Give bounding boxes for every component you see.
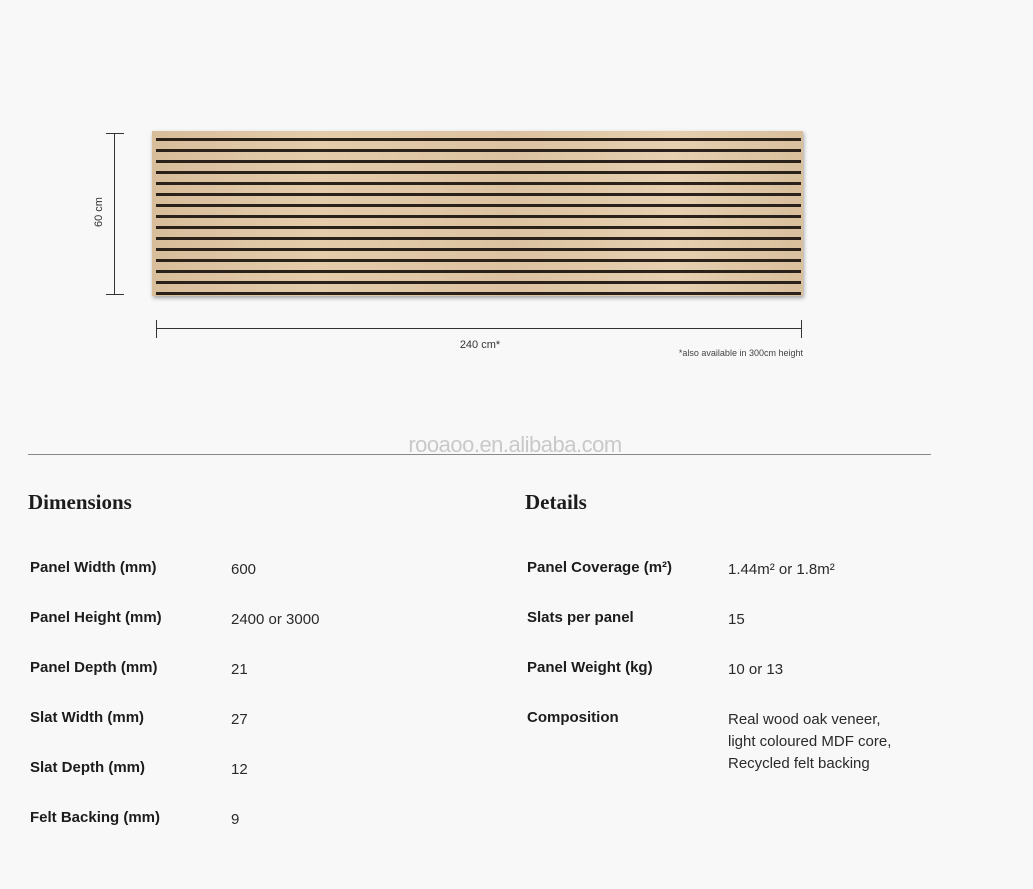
slat-groove — [156, 160, 801, 163]
spec-value: 12 — [231, 761, 248, 778]
width-dimension-label: 240 cm* — [459, 339, 501, 351]
spec-value: 10 or 13 — [728, 661, 784, 678]
acoustic-panel-image — [152, 131, 803, 296]
composition-line: Real wood oak veneer, — [728, 711, 881, 728]
spec-value: 9 — [231, 811, 240, 828]
height-dimension-label: 60 cm — [93, 197, 105, 227]
spec-value: 21 — [231, 661, 248, 678]
slat-groove — [156, 259, 801, 262]
panel-dimension-diagram — [0, 0, 1033, 380]
slat-groove — [156, 292, 801, 295]
slat-groove — [156, 204, 801, 207]
spec-label: Felt Backing (mm) — [30, 809, 161, 826]
height-dimension-cap-top — [106, 133, 124, 134]
details-heading: Details — [525, 490, 587, 514]
slat-groove — [156, 237, 801, 240]
spec-label: Panel Coverage (m²) — [527, 559, 673, 576]
width-dimension-cap-right — [801, 320, 802, 338]
composition-line: Recycled felt backing — [728, 755, 870, 772]
dimensions-heading: Dimensions — [28, 490, 132, 514]
slat-groove — [156, 215, 801, 218]
watermark: rooaoo.en.alibaba.com — [408, 432, 622, 457]
slat-groove — [156, 281, 801, 284]
spec-label: Composition — [527, 709, 619, 726]
spec-label: Panel Height (mm) — [30, 609, 162, 626]
spec-label: Slats per panel — [527, 609, 634, 626]
slat-groove — [156, 226, 801, 229]
spec-value: 1.44m² or 1.8m² — [728, 561, 835, 578]
spec-label: Panel Depth (mm) — [30, 659, 158, 676]
spec-value: 2400 or 3000 — [231, 611, 320, 628]
slat-groove — [156, 138, 801, 141]
width-dimension-cap-left — [156, 320, 157, 338]
slat-groove — [156, 248, 801, 251]
slat-groove — [156, 270, 801, 273]
spec-label: Slat Depth (mm) — [30, 759, 146, 776]
width-dimension-line — [156, 328, 802, 329]
slat-groove — [156, 193, 801, 196]
spec-label: Slat Width (mm) — [30, 709, 145, 726]
height-dimension-cap-bottom — [106, 294, 124, 295]
availability-note: *also available in 300cm height — [678, 348, 803, 358]
spec-value: 600 — [231, 561, 257, 578]
composition-line: light coloured MDF core, — [728, 733, 892, 750]
spec-label: Panel Width (mm) — [30, 559, 157, 576]
spec-label: Panel Weight (kg) — [527, 659, 653, 676]
slat-groove — [156, 149, 801, 152]
slat-groove — [156, 182, 801, 185]
spec-value: 27 — [231, 711, 248, 728]
height-dimension-line — [114, 133, 115, 295]
slat-groove — [156, 171, 801, 174]
spec-value: 15 — [728, 611, 745, 628]
